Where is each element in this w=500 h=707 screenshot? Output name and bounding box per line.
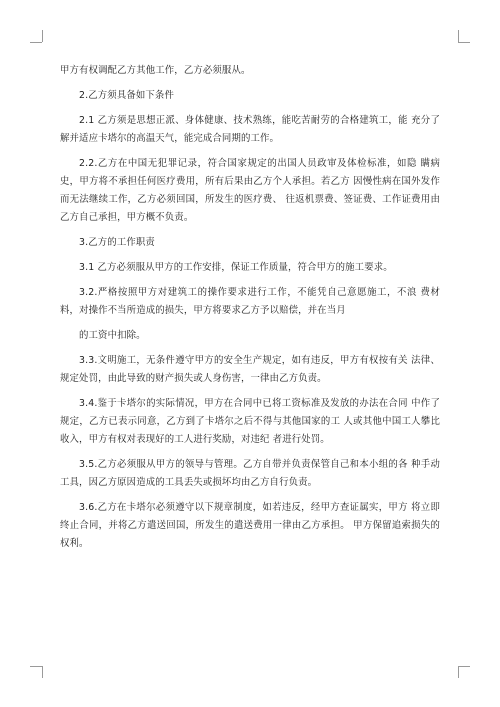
paragraph-continuation: 的工资中扣除。 [79, 330, 146, 341]
paragraph: 3.5.乙方必须服从甲方的领导与管理。乙方自带并负责保管自己和本小组的各 种手动工具，因乙方原因造成的工具丢失或损坏均由乙方自行负责。 [60, 459, 440, 488]
crop-mark [458, 666, 470, 667]
paragraph: 2.2.乙方在中国无犯罪记录，符合国家规定的出国人员政审及体检标准，如隐 瞒病史，甲方将不承担任何医疗费用，所有后果由乙方个人承担。若乙方 因慢性病在国外发作而无法继续工作，乙方必须回国，所发生的医疗费、 往返机票费、签证费、工作证费用由乙方自己承担，甲方概不负责。 [60, 158, 440, 223]
crop-mark [458, 42, 470, 43]
paragraph: 3.3.文明施工，无条件遵守甲方的安全生产规定，如有违反，甲方有权按有关 法律、规定处罚，由此导致的财产损失或人身伤害，一律由乙方负责。 [60, 355, 440, 384]
crop-mark [458, 30, 459, 42]
paragraph: 3.6.乙方在卡塔尔必须遵守以下规章制度，如若违反，经甲方查证属实，甲方 将立即终止合同，并将乙方遣送回国，所发生的遣送费用一律由乙方承担。 甲方保留追索损失的权利。 [60, 502, 440, 549]
section-heading: 3.乙方的工作职责 [79, 237, 155, 248]
paragraph: 3.4.鉴于卡塔尔的实际情况，甲方在合同中已将工资标准及发放的办法在合同 中作了规定，乙方已表示同意，乙方到了卡塔尔之后不得与其他国家的工 人或其他中国工人攀比收入，甲方有权对表现好的工人进行奖励，对违纪 者进行处罚。 [60, 398, 440, 445]
paragraph: 甲方有权调配乙方其他工作，乙方必须服从。 [60, 65, 251, 76]
document-body [60, 62, 440, 560]
paragraph: 3.2.严格按照甲方对建筑工的操作要求进行工作，不能凭自己意愿施工，不浪 费材料，对操作不当所造成的损失，甲方将要求乙方予以赔偿，并在当月 [60, 287, 440, 316]
crop-mark [42, 30, 43, 42]
crop-mark [458, 666, 459, 678]
section-heading: 2.乙方须具备如下条件 [79, 90, 174, 101]
paragraph: 3.1 乙方必须服从甲方的工作安排，保证工作质量，符合甲方的施工要求。 [79, 262, 393, 273]
crop-mark [30, 666, 42, 667]
crop-mark [42, 666, 43, 678]
crop-mark [30, 42, 42, 43]
paragraph: 2.1 乙方须是思想正派、身体健康、技术熟练，能吃苦耐劳的合格建筑工，能 充分了解并适应卡塔尔的高温天气，能完成合同期的工作。 [60, 115, 440, 144]
